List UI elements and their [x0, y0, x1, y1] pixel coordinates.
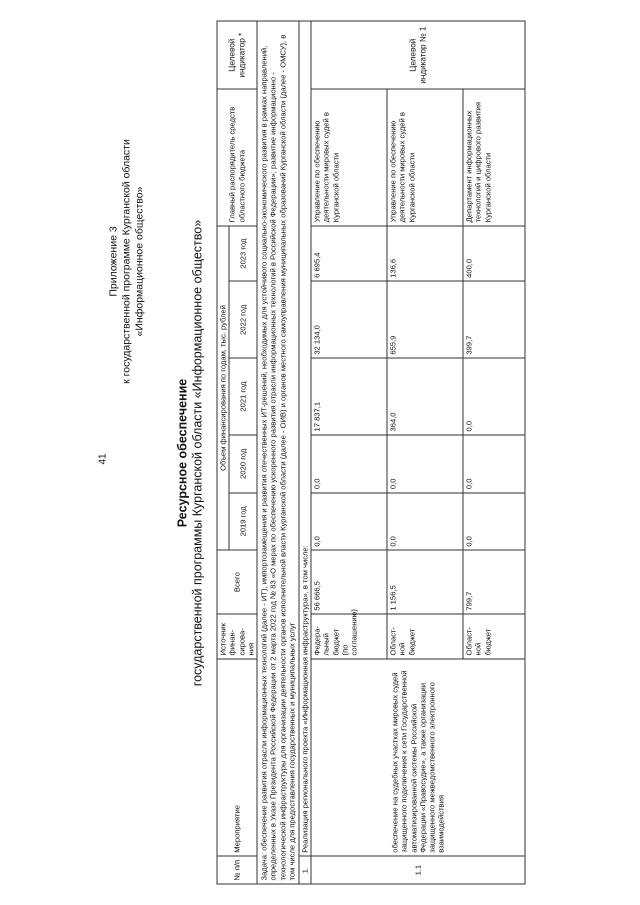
header-total: Всего	[217, 550, 257, 614]
section-num: 1.	[299, 856, 311, 884]
appendix-heading	[107, 96, 146, 426]
row-2019: 0,0	[463, 492, 525, 550]
row-2019: 0,0	[311, 492, 387, 550]
rotated-page	[0, 1, 640, 904]
header-year-2022: 2022 год	[229, 281, 257, 358]
header-year-2021: 2021 год	[229, 358, 257, 435]
header-year-2019: 2019 год	[229, 492, 257, 550]
section-row	[299, 21, 311, 884]
row-manager: Департамент информационных технологий и цифрового развития Курганской области	[463, 89, 525, 226]
row-total: 799,7	[463, 550, 525, 614]
row-manager: Управление по обеспечению деятельности мировых судей в Курганской области	[387, 89, 463, 226]
header-year-2023: 2023 год	[229, 225, 257, 281]
item-activity: обеспечение на судебных участках мировых судей защищенного подключения к сети Государственной автоматизированной системы Российской Федерации «Правосудие», а также организации защищенного межведомственного электронного взаимодействия	[311, 658, 525, 855]
header-row-1	[217, 21, 229, 884]
row-2023: 6 695,4	[311, 225, 387, 281]
row-source: Област-ной бюджет	[463, 614, 525, 659]
resource-table	[216, 20, 525, 884]
appendix-line-1: Приложение 3	[107, 225, 119, 297]
appendix-line-3: «Информационное общество»	[133, 186, 145, 336]
row-2022: 32 134,0	[311, 281, 387, 358]
row-total: 56 666,5	[311, 550, 387, 614]
header-indicator: Целевой индикатор *	[217, 21, 257, 89]
row-2021: 0,0	[463, 358, 525, 435]
row-2020: 0,0	[387, 434, 463, 492]
title-line-2: государственной программы Курганской области «Информационное общество»	[190, 219, 204, 686]
row-source: Федера-льный бюджет (по соглашению)	[311, 614, 387, 659]
header-manager: Главный распорядитель средств областного бюджета	[217, 89, 257, 226]
header-year-2020: 2020 год	[229, 434, 257, 492]
row-manager: Управление по обеспечению деятельности мировых судей в Курганской области	[311, 89, 387, 226]
row-2023: 136,6	[387, 225, 463, 281]
row-source: Област-ной бюджет	[387, 614, 463, 659]
row-2021: 17 837,1	[311, 358, 387, 435]
row-2022: 399,7	[463, 281, 525, 358]
item-num: 1.1	[311, 856, 525, 884]
task-text: Задача: обеспечение развития отрасли информационных технологий (далее - ИТ), импортозамещения и развития отечественных ИТ-решений, необходимых для устойчивого социально-экономического развития в рамках направлений, определенных в Указе Президента Российской Федерации от 2 марта 2022 год № 83 «О мерах по обеспечению ускоренного развития отрасли информационных технологий в Российской Федерации»; развитие информационно - технологической инфраструктуры для организации деятельности органов исполнительной власти Курганской области (далее - ОИВ) и органов местного самоуправления муниципальных образований Курганской области (далее - ОМСУ), в том числе для предоставления государственных и муниципальных услуг	[257, 21, 299, 884]
header-source: Источник финан-сирова-ния	[217, 614, 257, 659]
page-number: 41	[97, 452, 108, 464]
header-activity: Мероприятие	[217, 658, 257, 855]
row-2021: 364,0	[387, 358, 463, 435]
item-indicator: Целевой индикатор № 1	[311, 21, 525, 89]
document-title	[175, 1, 205, 904]
appendix-line-2: к государственной программе Курганской области	[120, 138, 132, 384]
title-line-1: Ресурсное обеспечение	[175, 378, 189, 527]
row-2022: 655,9	[387, 281, 463, 358]
row-2020: 0,0	[463, 434, 525, 492]
row-2023: 400,0	[463, 225, 525, 281]
header-funding-group: Объем финансирования по годам, тыс. рублей	[217, 225, 229, 549]
task-row	[257, 21, 299, 884]
section-text: Реализация регионального проекта «Информационная инфраструктура», в том числе:	[299, 21, 311, 856]
row-2020: 0,0	[311, 434, 387, 492]
table-row	[311, 21, 387, 884]
header-num: № п/п	[217, 856, 257, 884]
row-total: 1 156,5	[387, 550, 463, 614]
row-2019: 0,0	[387, 492, 463, 550]
